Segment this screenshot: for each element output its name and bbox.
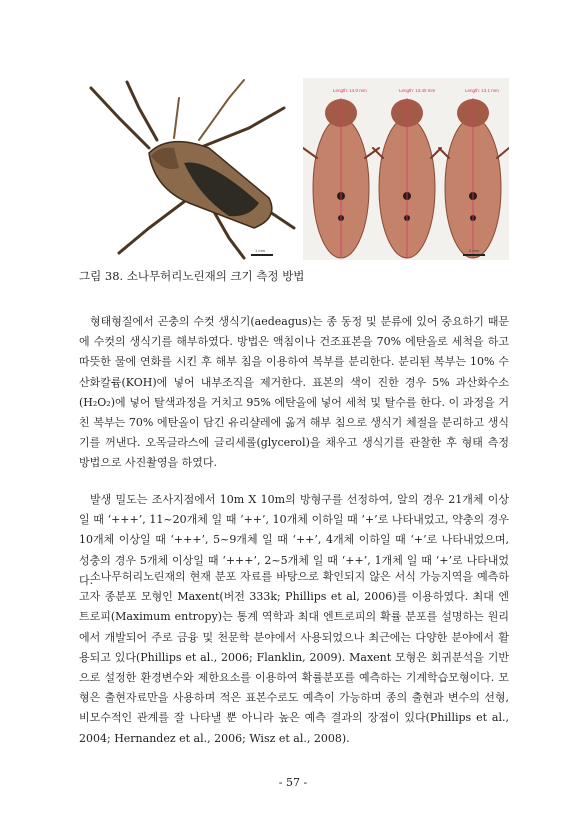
insect-ventral-illustration [303, 78, 509, 260]
measurement-label-1: Length: 14.0 mm [333, 88, 367, 93]
insect-dorsal-photo [79, 78, 299, 260]
scale-bar [251, 254, 273, 256]
measurement-label-2: Length: 13.40 mm [399, 88, 436, 93]
figure-caption: 그림 38. 소나무허리노린재의 크기 측정 방법 [79, 269, 305, 283]
insect-dorsal-illustration [79, 78, 299, 260]
scale-bar-label-right: 3 mm [469, 248, 479, 253]
page-number: - 57 - [278, 776, 308, 789]
insect-ventral-photo [303, 78, 509, 260]
paragraph-3 [79, 567, 509, 749]
measurement-label-3: Length: 13.1 mm [465, 88, 499, 93]
paragraph-text: 발생 밀도는 조사지점에서 10m X 10m의 방형구를 선정하여, 알의 경우 21개체 이상일 때 ‘+++’, 11~20개체 일 때 ‘++’, 10개체 이하일 때 ‘+’로 나타내었고, 약충의 경우 10개체 이상일 때 ‘+++’, 5~9개체 일 때 ‘++’, 4개체 이하일 때 ‘+’로 나타내었으며, 성충의 경우 5개체 이상일 때 ‘+++’, 2~5개체 일 때 ‘++’, 1개체 일 때 ‘+’로 나타내었다. [79, 493, 509, 587]
figure [79, 78, 509, 260]
scale-bar-label: 1 mm [255, 248, 265, 253]
scale-bar-right [463, 254, 485, 256]
paragraph-1 [79, 312, 509, 474]
paragraph-text: 소나무허리노린재의 현재 분포 자료를 바탕으로 확인되지 않은 서식 가능지역을 예측하고자 종분포 모형인 Maxent(버전 333k; Phillips et al, 2006)를 이용하였다. 최대 엔트로피(Maximum entropy)는 통계 역학과 최대 엔트로피의 확률 분포를 설명하는 원리에서 개발되어 주로 금융 및 천문학 분야에서 사용되었으나 최근에는 다양한 분야에서 활용되고 있다(Phillips et al., 2006; Flanklin, 2009). Maxent 모형은 회귀분석을 기반으로 설정한 환경변수와 제한요소를 이용하여 확률분포를 예측하는 기계학습모형이다. 모형은 출현자료만을 사용하며 적은 표본수로도 예측이 가능하며 종의 출현과 변수의 선형, 비모수적인 관계를 잘 나타낼 뿐 아니라 높은 예측 결과의 장점이 있다(Phillips et al., 2004; Hernandez et al., 2006; Wisz et al., 2008). [79, 570, 509, 745]
paragraph-text: 형태형질에서 곤충의 수컷 생식기(aedeagus)는 종 동정 및 분류에 있어 중요하기 때문에 수컷의 생식기를 해부하였다. 방법은 액침이나 건조표본을 70% 에탄올로 세척을 하고 따뜻한 물에 연화를 시킨 후 해부 침을 이용하여 복부를 분리한다. 분리된 복부는 10% 수산화칼륨(KOH)에 넣어 내부조직을 제거한다. 표본의 색이 진한 경우 5% 과산화수소(H₂O₂)에 넣어 탈색과정을 거치고 95% 에탄올에 넣어 세척 및 탈수를 한다. 이 과정을 거친 복부는 70% 에탄올이 담긴 유리샬레에 옮겨 해부 침으로 생식기 체절을 분리하고 생식기를 꺼낸다. 오목글라스에 글리세롤(glycerol)을 채우고 생식기를 관찰한 후 형태 측정 방법으로 사진촬영을 하였다. [79, 315, 509, 470]
